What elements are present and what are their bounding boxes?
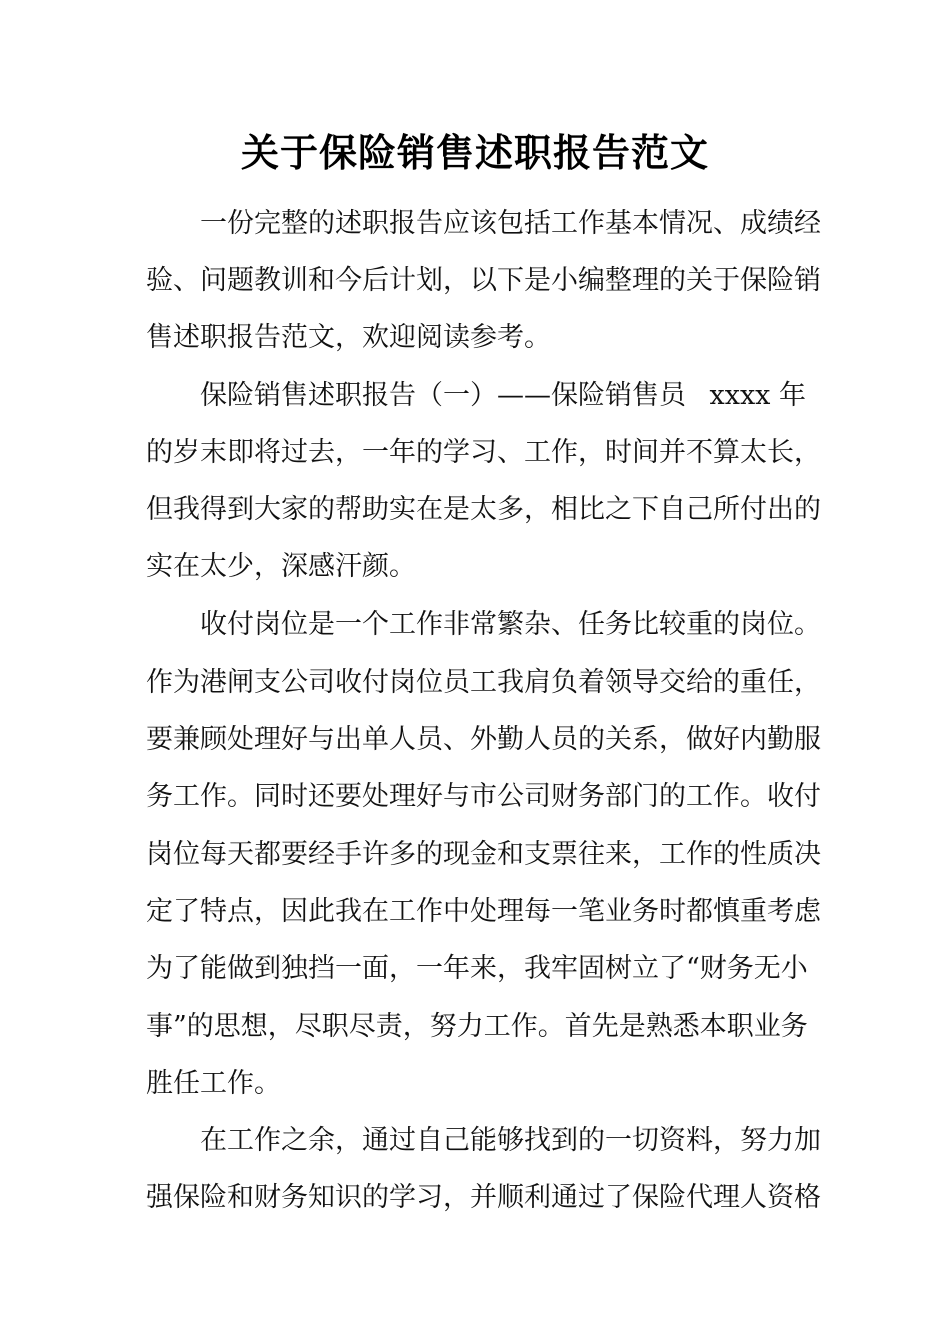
paragraph-line: 务工作。同时还要处理好与市公司财务部门的工作。收付	[146, 781, 821, 812]
paragraph-line: 收付岗位是一个工作非常繁杂、任务比较重的岗位。	[200, 609, 821, 640]
paragraph-line: 在工作之余，通过自己能够找到的一切资料，努力加	[200, 1125, 821, 1156]
paragraph-line-heading	[200, 367, 806, 424]
paragraph-line: 胜任工作。	[146, 1068, 281, 1099]
paragraph-line: 要兼顾处理好与出单人员、外勤人员的关系，做好内勤服	[146, 724, 821, 755]
paragraph-line: 但我得到大家的帮助实在是太多，相比之下自己所付出的	[146, 494, 821, 525]
document-title: 关于保险销售述职报告范文	[240, 131, 709, 175]
paragraph-line: 岗位每天都要经手许多的现金和支票往来，工作的性质决	[146, 839, 821, 870]
report-heading-text: 保险销售述职报告（一）——保险销售员	[200, 380, 686, 411]
paragraph-line: 作为港闸支公司收付岗位员工我肩负着领导交给的重任，	[146, 667, 821, 698]
paragraph-line: 实在太少，深感汗颜。	[146, 551, 416, 582]
paragraph-line: 事”的思想，尽职尽责，努力工作。首先是熟悉本职业务	[146, 1011, 808, 1042]
paragraph-line: 售述职报告范文，欢迎阅读参考。	[146, 322, 551, 353]
paragraph-line: 强保险和财务知识的学习，并顺利通过了保险代理人资格	[146, 1182, 821, 1213]
paragraph-line: 的岁末即将过去，一年的学习、工作，时间并不算太长，	[146, 437, 821, 468]
paragraph-line: 一份完整的述职报告应该包括工作基本情况、成绩经	[200, 208, 821, 239]
paragraph-line: 定了特点，因此我在工作中处理每一笔业务时都慎重考虑	[146, 896, 821, 927]
year-placeholder-text: xxxx 年	[709, 380, 806, 411]
paragraph-line: 验、问题教训和今后计划，以下是小编整理的关于保险销	[146, 265, 821, 296]
paragraph-line: 为了能做到独挡一面，一年来，我牢固树立了“财务无小	[146, 953, 808, 984]
